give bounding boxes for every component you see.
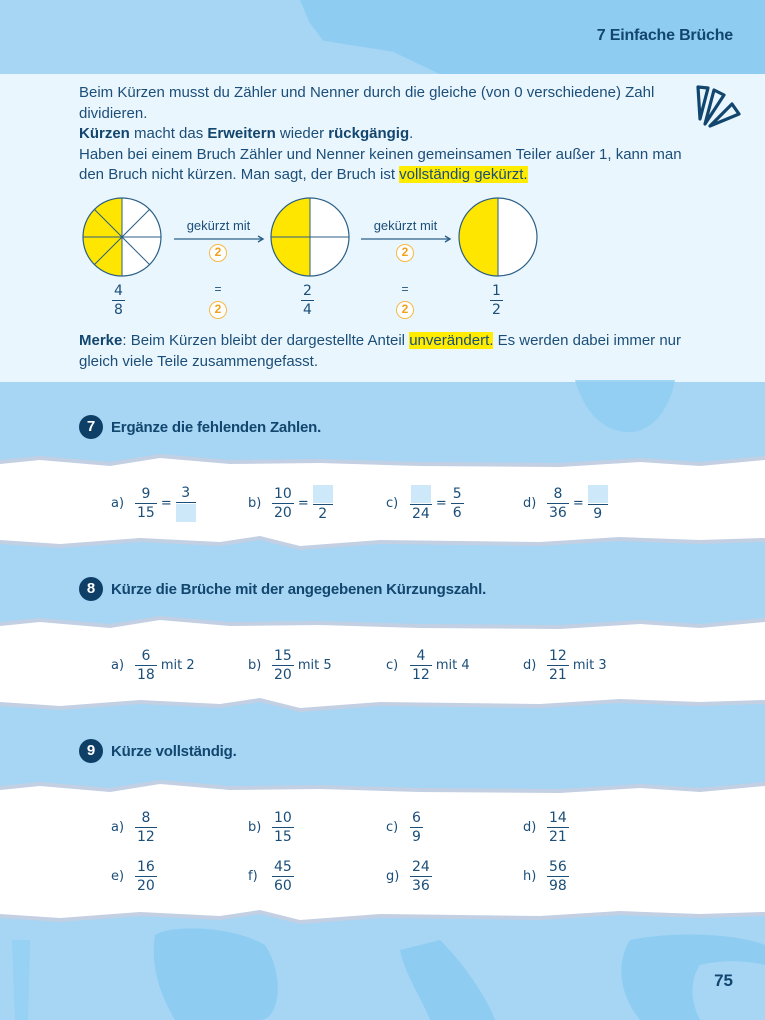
fraction-bar	[410, 827, 423, 828]
fraction-bar	[490, 300, 503, 301]
factor-badge: 2	[209, 301, 227, 319]
circle-quarters-diagram	[270, 197, 350, 277]
arrow-label: gekürzt mit	[186, 218, 251, 233]
reduction-factor: mit 5	[297, 658, 332, 674]
circle-halves-diagram	[458, 197, 538, 277]
highlight-unveraendert: unverändert.	[409, 332, 494, 349]
fraction	[410, 485, 432, 522]
task-label: h)	[523, 869, 537, 885]
term-kuerzen: Kürzen	[79, 125, 130, 142]
numerator: 45	[274, 859, 292, 875]
exercise-9-task-a	[111, 810, 157, 845]
denominator: 21	[549, 829, 567, 846]
fraction	[451, 486, 464, 521]
torn-paper-edge	[0, 450, 765, 470]
reduction-factor: mit 2	[160, 658, 195, 674]
numerator: 6	[141, 648, 151, 664]
denominator: 21	[549, 667, 567, 684]
answer-blank-numerator[interactable]	[411, 485, 431, 503]
fraction-bar	[547, 503, 569, 504]
factor-badge: 2	[396, 301, 414, 319]
exercise-title: Ergänze die fehlenden Zahlen.	[111, 418, 322, 436]
denominator: 12	[412, 667, 430, 684]
equals-sign: =	[435, 496, 447, 512]
denominator: 24	[412, 506, 430, 523]
exercise-8-task-b	[248, 648, 332, 683]
equals-sign: =	[572, 496, 584, 512]
highlight-vollstaendig-gekuerzt: vollständig gekürzt.	[399, 166, 528, 183]
denominator: 2	[492, 302, 501, 319]
exercise-9-task-b	[248, 810, 294, 845]
exercise-number-badge: 9	[79, 739, 103, 763]
exercise-8-task-c	[386, 648, 470, 683]
denominator: 12	[137, 829, 155, 846]
numerator: 56	[549, 859, 567, 875]
task-label: g)	[386, 869, 400, 885]
page-number: 75	[714, 971, 733, 990]
exercise-number-badge: 7	[79, 415, 103, 439]
fraction	[272, 486, 294, 521]
exercise-7-task-b	[248, 485, 333, 522]
numerator: 5	[452, 486, 462, 502]
denominator: 20	[274, 505, 292, 522]
task-label: a)	[111, 820, 125, 836]
torn-paper-edge	[0, 694, 765, 716]
fraction-4-8	[112, 283, 125, 318]
bottom-brush-decoration	[0, 925, 765, 1020]
rays-icon	[694, 83, 750, 129]
fraction	[272, 810, 294, 845]
fraction-bar	[588, 504, 608, 505]
torn-paper-edge	[0, 612, 765, 632]
numerator: 24	[412, 859, 430, 875]
fraction-2-4	[301, 283, 314, 318]
task-label: f)	[248, 869, 258, 885]
factor-badge: 2	[396, 244, 414, 262]
exercise-9-task-f	[248, 859, 294, 894]
chapter-title: 7 Einfache Brüche	[596, 27, 733, 44]
fraction-bar	[135, 876, 157, 877]
fraction	[547, 486, 569, 521]
fraction	[547, 810, 569, 845]
torn-paper-edge	[0, 776, 765, 796]
arrow-right-icon	[173, 235, 265, 243]
numerator: 8	[553, 486, 563, 502]
denominator: 15	[274, 829, 292, 846]
exercise-number-badge: 8	[79, 577, 103, 601]
denominator: 98	[549, 878, 567, 895]
circle-eighths-diagram	[82, 197, 162, 277]
fraction	[135, 486, 157, 521]
denominator: 9	[412, 829, 421, 846]
exercise-9-heading	[79, 739, 237, 763]
denominator: 36	[549, 505, 567, 522]
arrow-right-icon	[360, 235, 452, 243]
exercise-9-task-g	[386, 859, 432, 894]
fraction-bar	[112, 300, 125, 301]
task-label: c)	[386, 820, 399, 836]
numerator: 4	[114, 283, 123, 299]
exercise-7-heading	[79, 415, 321, 439]
fraction-bar	[410, 504, 432, 505]
text: wieder	[275, 125, 329, 142]
fraction	[410, 648, 432, 683]
denominator: 8	[114, 302, 123, 319]
fraction-bar	[547, 665, 569, 666]
fraction-bar	[272, 827, 294, 828]
exercise-9-task-d	[523, 810, 569, 845]
fraction-bar	[410, 665, 432, 666]
fraction	[176, 485, 196, 522]
arrow-label: gekürzt mit	[373, 218, 438, 233]
numerator: 12	[549, 648, 567, 664]
exercise-9-task-e	[111, 859, 157, 894]
fraction-bar	[313, 504, 333, 505]
fraction-bar	[176, 502, 196, 503]
text: macht das	[129, 125, 208, 142]
fraction-bar	[272, 503, 294, 504]
denominator: 2	[318, 506, 328, 523]
numerator: 16	[137, 859, 155, 875]
numerator: 14	[549, 810, 567, 826]
fraction-bar	[135, 503, 157, 504]
text: : Beim Kürzen bleibt der dargestellte Anteil	[122, 332, 410, 349]
answer-blank-numerator[interactable]	[588, 485, 608, 503]
fraction	[547, 648, 569, 683]
fraction-bar	[410, 876, 432, 877]
exercise-8-task-a	[111, 648, 195, 683]
text: Es werden dabei immer nur gleich viele Teile zusammengefasst.	[79, 332, 682, 370]
exercise-7-task-a	[111, 485, 196, 522]
task-label: d)	[523, 658, 537, 674]
numerator: 10	[274, 810, 292, 826]
fraction-bar	[301, 300, 314, 301]
task-label: d)	[523, 496, 537, 512]
fraction	[313, 485, 333, 522]
text: Haben bei einem Bruch Zähler und Nenner keinen gemeinsamen Teiler außer 1, kann man den Bruch nicht kürzen. Man sagt, der Bruch ist	[79, 145, 682, 183]
exercise-9-task-h	[523, 859, 569, 894]
fraction-bar	[547, 827, 569, 828]
equals-sign: =	[297, 496, 309, 512]
term-rueckgaengig: rückgängig	[328, 125, 410, 142]
task-label: a)	[111, 496, 125, 512]
denominator: 20	[274, 667, 292, 684]
numerator: 10	[274, 486, 292, 502]
fraction-bar	[135, 665, 157, 666]
factor-badge: 2	[209, 244, 227, 262]
info-paragraph-2	[79, 124, 699, 145]
reduce-arrow-1	[171, 218, 266, 243]
fraction	[135, 810, 157, 845]
numerator: 4	[416, 648, 426, 664]
reduce-arrow-2	[358, 218, 453, 243]
task-label: a)	[111, 658, 125, 674]
merke-note	[79, 331, 709, 372]
info-paragraph-1: Beim Kürzen musst du Zähler und Nenner durch die gleiche (von 0 verschiedene) Zahl dividieren.	[79, 84, 655, 122]
fraction-bar	[272, 665, 294, 666]
fraction	[588, 485, 608, 522]
task-label: c)	[386, 496, 399, 512]
task-label: c)	[386, 658, 399, 674]
numerator: 9	[141, 486, 151, 502]
numerator: 3	[181, 485, 191, 501]
denominator: 6	[452, 505, 462, 522]
denominator: 18	[137, 667, 155, 684]
numerator: 6	[412, 810, 421, 826]
task-label: b)	[248, 658, 262, 674]
exercise-7-task-d	[523, 485, 608, 522]
denominator: 20	[137, 878, 155, 895]
denominator: 4	[303, 302, 312, 319]
equals-sign: =	[401, 282, 409, 296]
fraction	[410, 810, 423, 845]
fraction-bar	[272, 876, 294, 877]
fraction	[272, 859, 294, 894]
numerator: 15	[274, 648, 292, 664]
text: .	[409, 125, 414, 142]
equals-sign: =	[214, 282, 222, 296]
task-label: b)	[248, 496, 262, 512]
denominator: 15	[137, 505, 155, 522]
exercise-8-heading	[79, 577, 486, 601]
fraction-bar	[547, 876, 569, 877]
denominator: 60	[274, 878, 292, 895]
task-label: e)	[111, 869, 125, 885]
fraction-bar	[451, 503, 464, 504]
fraction-1-2	[490, 283, 503, 318]
fraction-bar	[135, 827, 157, 828]
task-label: b)	[248, 820, 262, 836]
exercise-8-task-d	[523, 648, 607, 683]
numerator: 8	[141, 810, 151, 826]
fraction	[272, 648, 294, 683]
task-label: d)	[523, 820, 537, 836]
fraction	[135, 648, 157, 683]
merke-label: Merke	[79, 332, 123, 349]
answer-blank-denominator[interactable]	[176, 504, 196, 522]
fraction	[135, 859, 157, 894]
equals-sign: =	[160, 496, 172, 512]
exercise-title: Kürze die Brüche mit der angegebenen Kürzungszahl.	[111, 580, 487, 598]
term-erweitern: Erweitern	[207, 125, 276, 142]
reduction-factor: mit 4	[435, 658, 470, 674]
numerator: 1	[492, 283, 501, 299]
exercise-title: Kürze vollständig.	[111, 742, 237, 760]
fraction	[410, 859, 432, 894]
exercise-9-task-c	[386, 810, 423, 845]
answer-blank-numerator[interactable]	[313, 485, 333, 503]
info-text	[79, 83, 699, 186]
numerator: 2	[303, 283, 312, 299]
exercise-7-task-c	[386, 485, 464, 522]
reduction-factor: mit 3	[572, 658, 607, 674]
denominator: 36	[412, 878, 430, 895]
fraction	[547, 859, 569, 894]
brush-decoration	[570, 380, 680, 450]
info-paragraph-3	[79, 145, 699, 186]
torn-paper-edge	[0, 532, 765, 554]
denominator: 9	[593, 506, 603, 523]
